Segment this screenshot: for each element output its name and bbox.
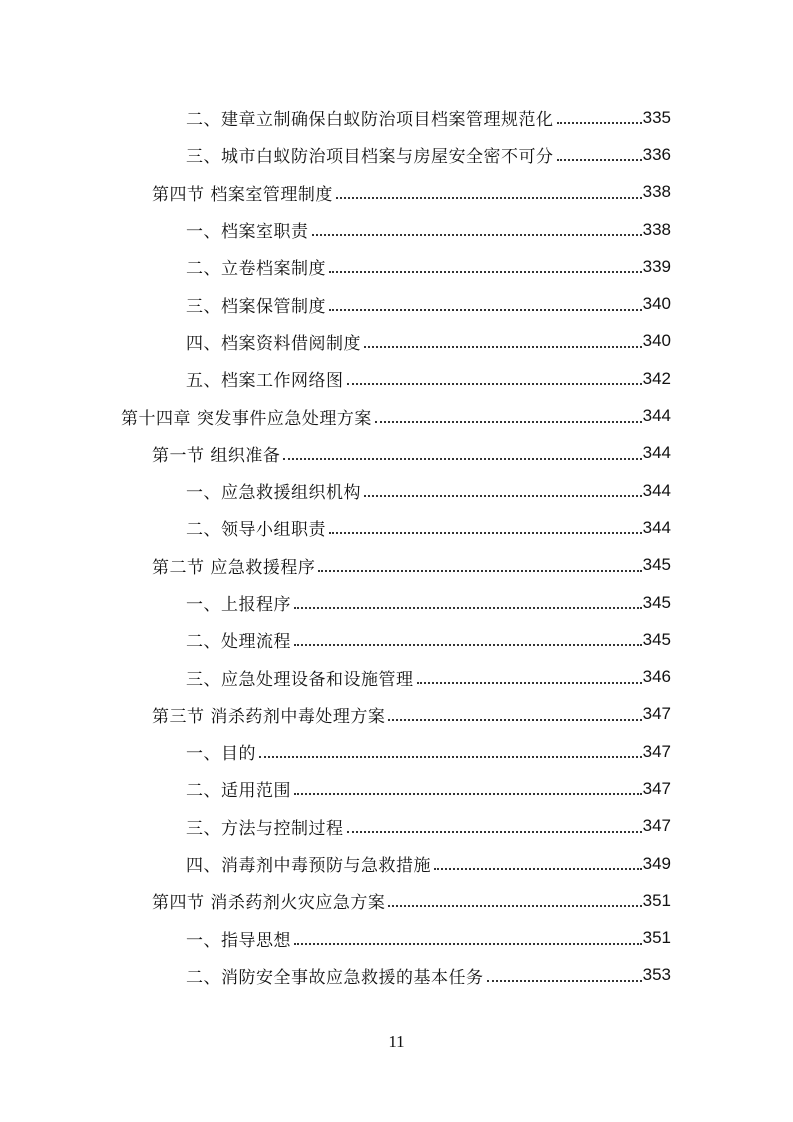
toc-dot-leader bbox=[294, 942, 642, 945]
toc-entry[interactable] bbox=[0, 845, 793, 882]
toc-entry[interactable] bbox=[0, 920, 793, 957]
toc-entry[interactable] bbox=[0, 621, 793, 658]
toc-entry-title: 第四节 档案室管理制度 bbox=[152, 184, 333, 205]
toc-entry[interactable] bbox=[0, 435, 793, 472]
toc-dot-leader bbox=[329, 308, 642, 311]
toc-dot-leader bbox=[294, 643, 642, 646]
toc-entry-title: 第一节 组织准备 bbox=[152, 445, 281, 466]
toc-entry-title: 第三节 消杀药剂中毒处理方案 bbox=[152, 706, 386, 727]
toc-dot-leader bbox=[364, 494, 642, 497]
toc-entry-page: 338 bbox=[642, 219, 671, 239]
toc-entry-page: 340 bbox=[642, 331, 671, 351]
toc-entry-page: 344 bbox=[642, 406, 671, 426]
toc-entry-page: 353 bbox=[642, 965, 671, 985]
toc-entry-page: 335 bbox=[642, 107, 671, 127]
toc-dot-leader bbox=[294, 792, 642, 795]
toc-entry[interactable] bbox=[0, 285, 793, 322]
toc-dot-leader bbox=[557, 158, 642, 161]
toc-entry-page: 336 bbox=[642, 144, 671, 164]
toc-entry-page: 346 bbox=[642, 667, 671, 687]
toc-entry-page: 347 bbox=[642, 741, 671, 761]
toc-entry[interactable] bbox=[0, 248, 793, 285]
toc-entry[interactable] bbox=[0, 733, 793, 770]
toc-entry[interactable] bbox=[0, 957, 793, 994]
toc-dot-leader bbox=[487, 979, 642, 982]
toc-entry[interactable] bbox=[0, 323, 793, 360]
toc-entry-page: 351 bbox=[642, 928, 671, 948]
toc-entry-title: 四、档案资料借阅制度 bbox=[186, 333, 361, 354]
toc-entry[interactable] bbox=[0, 211, 793, 248]
toc-entry-title: 三、方法与控制过程 bbox=[186, 818, 344, 839]
toc-entry[interactable] bbox=[0, 547, 793, 584]
toc-entry-title: 一、上报程序 bbox=[186, 595, 291, 615]
table-of-contents bbox=[0, 99, 793, 994]
toc-entry-title: 一、档案室职责 bbox=[186, 222, 309, 243]
toc-entry-title: 四、消毒剂中毒预防与急救措施 bbox=[186, 856, 431, 877]
toc-dot-leader bbox=[283, 457, 641, 460]
toc-entry-page: 344 bbox=[642, 443, 671, 463]
toc-entry-page: 342 bbox=[642, 368, 671, 388]
toc-entry[interactable] bbox=[0, 99, 793, 136]
toc-entry-title: 一、目的 bbox=[186, 744, 256, 765]
toc-entry[interactable] bbox=[0, 658, 793, 695]
toc-dot-leader bbox=[434, 867, 642, 870]
toc-dot-leader bbox=[347, 830, 642, 833]
toc-dot-leader bbox=[336, 196, 642, 199]
toc-entry-page: 345 bbox=[642, 592, 671, 612]
toc-entry-title: 二、消防安全事故应急救援的基本任务 bbox=[186, 967, 484, 988]
toc-dot-leader bbox=[312, 233, 642, 236]
toc-dot-leader bbox=[259, 755, 642, 758]
toc-entry-title: 二、立卷档案制度 bbox=[186, 259, 326, 280]
toc-entry-title: 二、处理流程 bbox=[186, 632, 291, 653]
toc-entry[interactable] bbox=[0, 584, 793, 621]
toc-entry-page: 344 bbox=[642, 480, 671, 500]
toc-dot-leader bbox=[417, 681, 642, 684]
toc-entry-page: 351 bbox=[642, 890, 671, 910]
toc-dot-leader bbox=[318, 569, 641, 572]
toc-dot-leader bbox=[347, 382, 642, 385]
toc-entry-title: 三、档案保管制度 bbox=[186, 296, 326, 317]
toc-entry-title: 三、应急处理设备和设施管理 bbox=[186, 669, 414, 690]
toc-dot-leader bbox=[388, 904, 641, 907]
toc-entry[interactable] bbox=[0, 808, 793, 845]
toc-entry-title: 三、城市白蚁防治项目档案与房屋安全密不可分 bbox=[186, 147, 554, 168]
toc-entry[interactable] bbox=[0, 360, 793, 397]
page-number: 11 bbox=[388, 1032, 405, 1051]
toc-entry-title: 第二节 应急救援程序 bbox=[152, 557, 316, 578]
toc-entry-title: 二、适用范围 bbox=[186, 781, 291, 802]
toc-dot-leader bbox=[557, 121, 642, 124]
toc-entry-title: 二、领导小组职责 bbox=[186, 520, 326, 541]
toc-entry[interactable] bbox=[0, 174, 793, 211]
toc-entry-page: 347 bbox=[642, 816, 671, 836]
toc-entry-page: 347 bbox=[642, 778, 671, 798]
toc-entry-title: 一、应急救援组织机构 bbox=[186, 483, 361, 504]
toc-entry-page: 344 bbox=[642, 517, 671, 537]
toc-dot-leader bbox=[329, 531, 642, 534]
toc-entry[interactable] bbox=[0, 696, 793, 733]
toc-entry-page: 349 bbox=[642, 853, 671, 873]
toc-entry[interactable] bbox=[0, 397, 793, 434]
toc-entry[interactable] bbox=[0, 509, 793, 546]
toc-dot-leader bbox=[364, 345, 642, 348]
toc-entry-title: 第四节 消杀药剂火灾应急方案 bbox=[152, 893, 386, 914]
toc-entry-title: 一、指导思想 bbox=[186, 930, 291, 951]
toc-entry-page: 345 bbox=[642, 629, 671, 649]
toc-entry-page: 345 bbox=[642, 555, 671, 575]
toc-entry-page: 339 bbox=[642, 256, 671, 276]
toc-dot-leader bbox=[294, 606, 642, 609]
toc-entry[interactable] bbox=[0, 136, 793, 173]
toc-entry[interactable] bbox=[0, 882, 793, 919]
toc-dot-leader bbox=[388, 718, 641, 721]
toc-entry-title: 第十四章 突发事件应急处理方案 bbox=[121, 408, 372, 429]
toc-entry-title: 二、建章立制确保白蚁防治项目档案管理规范化 bbox=[186, 110, 554, 131]
toc-dot-leader bbox=[329, 270, 642, 273]
toc-entry-page: 338 bbox=[642, 182, 671, 202]
toc-entry-page: 340 bbox=[642, 294, 671, 314]
toc-entry[interactable] bbox=[0, 472, 793, 509]
toc-entry-title: 五、档案工作网络图 bbox=[186, 371, 344, 392]
toc-entry[interactable] bbox=[0, 770, 793, 807]
toc-dot-leader bbox=[375, 420, 642, 423]
toc-entry-page: 347 bbox=[642, 704, 671, 724]
